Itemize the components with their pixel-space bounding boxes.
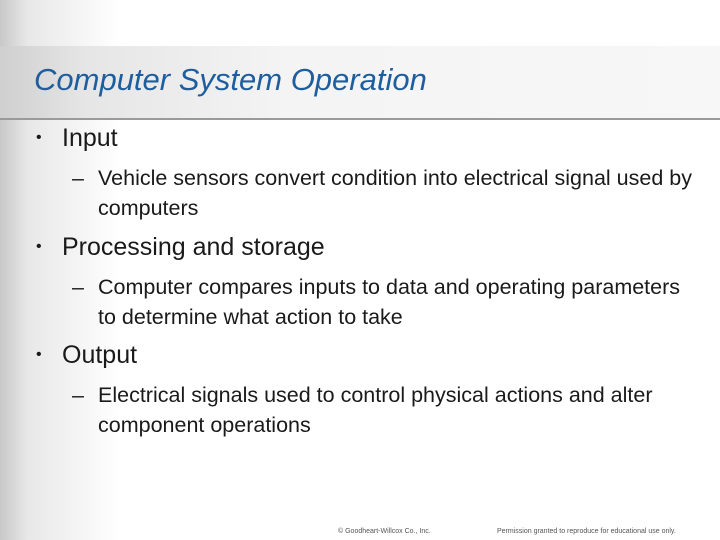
sub-bullet-text: Computer compares inputs to data and operating parameters to determine what action to take <box>98 275 681 329</box>
bullet-input <box>36 124 118 153</box>
dash-glyph: – <box>72 275 84 299</box>
title-divider <box>0 118 720 120</box>
sub-bullet-input <box>72 163 698 223</box>
sub-bullet-text: Vehicle sensors convert condition into electrical signal used by computers <box>98 166 692 220</box>
footer-copyright: © Goodheart-Willcox Co., Inc. <box>338 528 431 535</box>
bullet-glyph: • <box>36 129 42 146</box>
footer-permission: Permission granted to reproduce for educational use only. <box>497 528 676 535</box>
sub-bullet-text: Electrical signals used to control physical actions and alter component operations <box>98 383 653 437</box>
dash-glyph: – <box>72 166 84 190</box>
bullet-label: Output <box>62 341 138 369</box>
bullet-label: Input <box>62 124 118 152</box>
dash-glyph: – <box>72 383 84 407</box>
bullet-glyph: • <box>36 346 42 363</box>
bullet-glyph: • <box>36 238 42 255</box>
bullet-processing <box>36 233 325 262</box>
sub-bullet-processing <box>72 272 698 332</box>
bullet-label: Processing and storage <box>62 233 325 261</box>
sub-bullet-output <box>72 380 698 440</box>
bullet-output <box>36 341 137 370</box>
slide-title: Computer System Operation <box>34 62 427 97</box>
